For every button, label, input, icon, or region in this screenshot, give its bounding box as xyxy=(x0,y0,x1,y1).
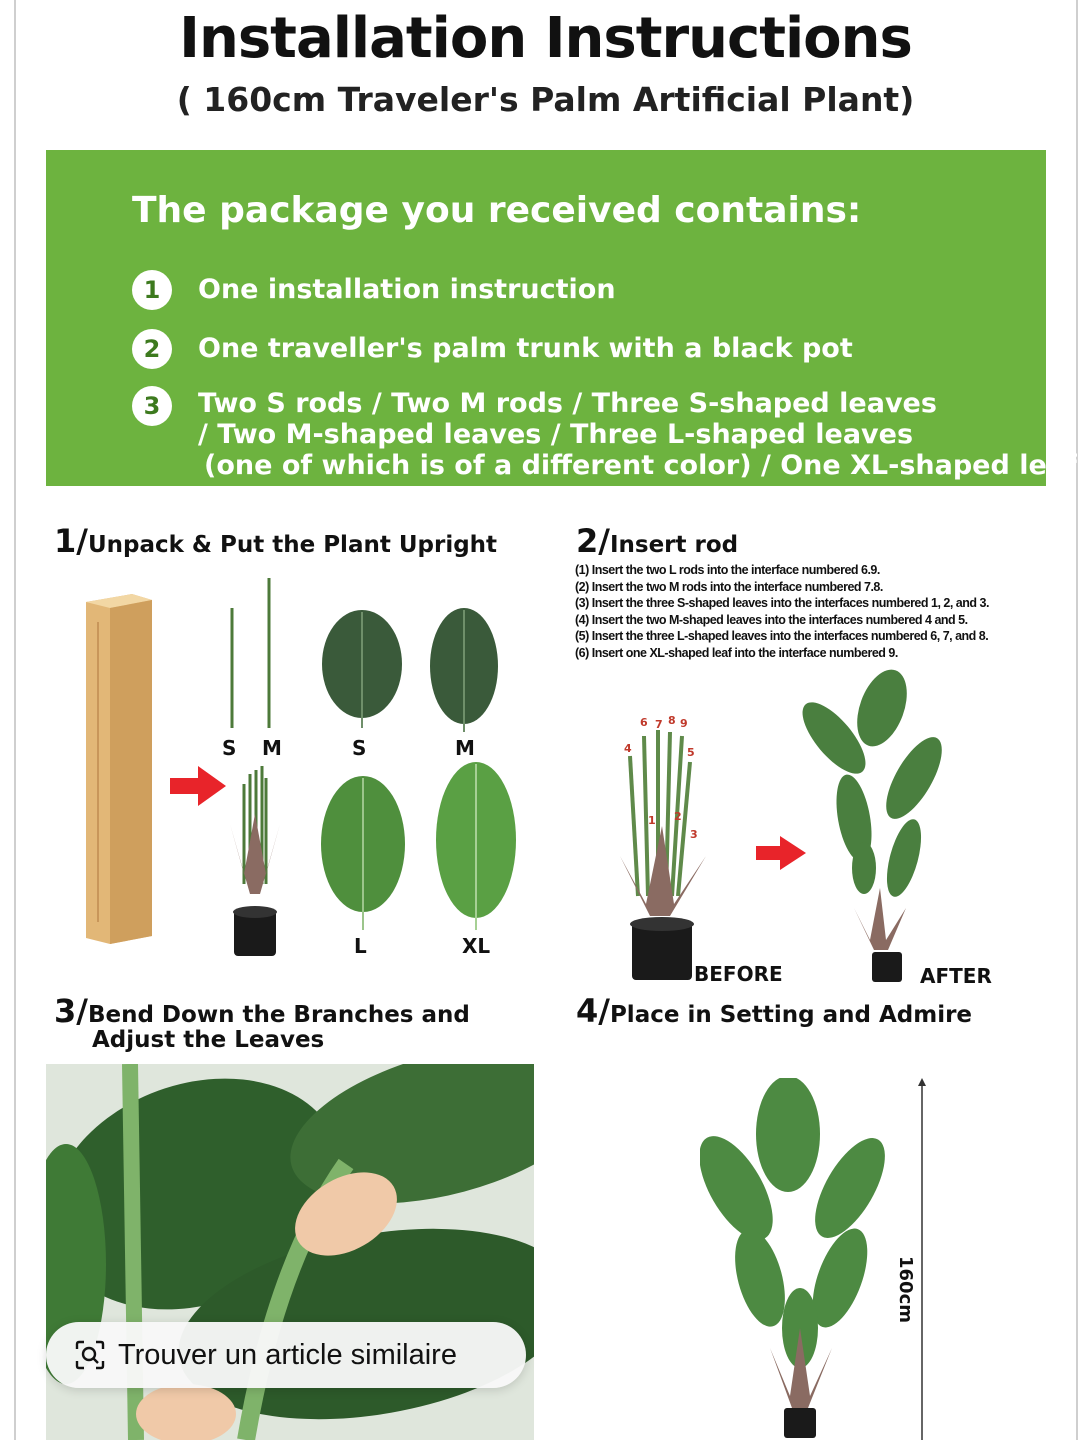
leaf-s-label: S xyxy=(352,736,367,760)
final-plant-illustration xyxy=(700,1078,900,1438)
height-label: 160cm xyxy=(895,1256,916,1323)
package-item-text xyxy=(198,388,1077,481)
interface-number-5: 5 xyxy=(687,746,695,759)
instruction-line: (3) Insert the three S-shaped leaves into the interfaces numbered 1, 2, and 3. xyxy=(575,596,989,611)
step2-title xyxy=(576,522,738,560)
step-title-text: Bend Down the Branches and xyxy=(87,1002,470,1028)
page-edge-left xyxy=(14,0,16,1440)
interface-number-9: 9 xyxy=(680,717,688,730)
red-arrow-icon xyxy=(170,766,226,806)
height-measure-line xyxy=(914,1078,930,1440)
instruction-line: (6) Insert one XL-shaped leaf into the interface numbered 9. xyxy=(575,645,898,660)
rod-m-label: M xyxy=(262,736,282,760)
step4-title xyxy=(576,992,972,1030)
leaf-m-illustration xyxy=(428,608,500,734)
page-title: Installation Instructions xyxy=(179,6,912,71)
step-number: 3/ xyxy=(54,992,88,1030)
step-title-text: Place in Setting and Admire xyxy=(609,1002,973,1028)
number-badge: 2 xyxy=(132,329,172,369)
step-number: 1/ xyxy=(54,522,88,560)
package-contents-box xyxy=(46,150,1077,486)
number-badge: 1 xyxy=(132,270,172,310)
leaf-xl-label: XL xyxy=(462,934,491,958)
step-title-text: Unpack & Put the Plant Upright xyxy=(87,532,498,558)
package-item-line: Two S rods / Two M rods / Three S-shaped leaves xyxy=(198,388,937,419)
package-item-2 xyxy=(132,329,853,369)
rod-s-label: S xyxy=(222,736,237,760)
instruction-line: (5) Insert the three L-shaped leaves into the interfaces numbered 6, 7, and 8. xyxy=(575,629,989,644)
cardboard-box-illustration xyxy=(80,592,160,952)
package-item-text xyxy=(198,274,616,305)
interface-number-4: 4 xyxy=(624,742,632,755)
find-similar-button[interactable] xyxy=(46,1322,526,1388)
page-subtitle: ( 160cm Traveler's Palm Artificial Plant) xyxy=(176,80,915,119)
instruction-line: (1) Insert the two L rods into the interface numbered 6.9. xyxy=(575,563,880,577)
step-title-text: Insert rod xyxy=(609,532,739,558)
interface-number-2: 2 xyxy=(674,810,682,823)
package-item-1 xyxy=(132,270,616,310)
step1-title xyxy=(54,522,497,560)
step3-title xyxy=(54,992,470,1030)
find-similar-label: Trouver un article similaire xyxy=(118,1338,457,1371)
leaf-l-illustration xyxy=(318,774,408,934)
page-edge-right xyxy=(1076,0,1078,1440)
interface-number-7: 7 xyxy=(655,718,663,731)
step2-instructions xyxy=(575,562,989,662)
interface-number-1: 1 xyxy=(648,814,656,827)
visual-search-icon xyxy=(74,1339,106,1371)
package-heading: The package you received contains: xyxy=(132,190,862,231)
interface-number-3: 3 xyxy=(690,828,698,841)
step3-title-line2: Adjust the Leaves xyxy=(92,1027,325,1053)
instruction-line: (2) Insert the two M rods into the interface numbered 7.8. xyxy=(575,579,883,594)
package-item-line: One traveller's palm trunk with a black pot xyxy=(198,333,853,364)
trunk-with-pot-illustration xyxy=(220,764,290,958)
package-item-line: One installation instruction xyxy=(198,274,616,305)
leaf-xl-illustration xyxy=(434,760,518,932)
after-plant-illustration xyxy=(794,668,944,984)
instruction-line: (4) Insert the two M-shaped leaves into the interfaces numbered 4 and 5. xyxy=(575,612,968,627)
step-number: 4/ xyxy=(576,992,610,1030)
interface-number-8: 8 xyxy=(668,714,676,727)
leaf-s-illustration xyxy=(320,608,404,730)
package-item-text xyxy=(198,333,853,364)
package-item-line: (one of which is of a different color) / One XL-shaped leaf xyxy=(204,450,1077,481)
rods-illustration xyxy=(224,578,284,738)
before-plant-illustration xyxy=(610,716,720,982)
step-number: 2/ xyxy=(576,522,610,560)
package-item-3 xyxy=(132,386,1077,481)
leaf-l-label: L xyxy=(354,934,367,958)
interface-number-6: 6 xyxy=(640,716,648,729)
after-label: AFTER xyxy=(920,964,992,988)
number-badge: 3 xyxy=(132,386,172,426)
leaf-m-label: M xyxy=(455,736,475,760)
before-label: BEFORE xyxy=(694,962,783,986)
package-item-line: / Two M-shaped leaves / Three L-shaped leaves xyxy=(198,419,914,450)
